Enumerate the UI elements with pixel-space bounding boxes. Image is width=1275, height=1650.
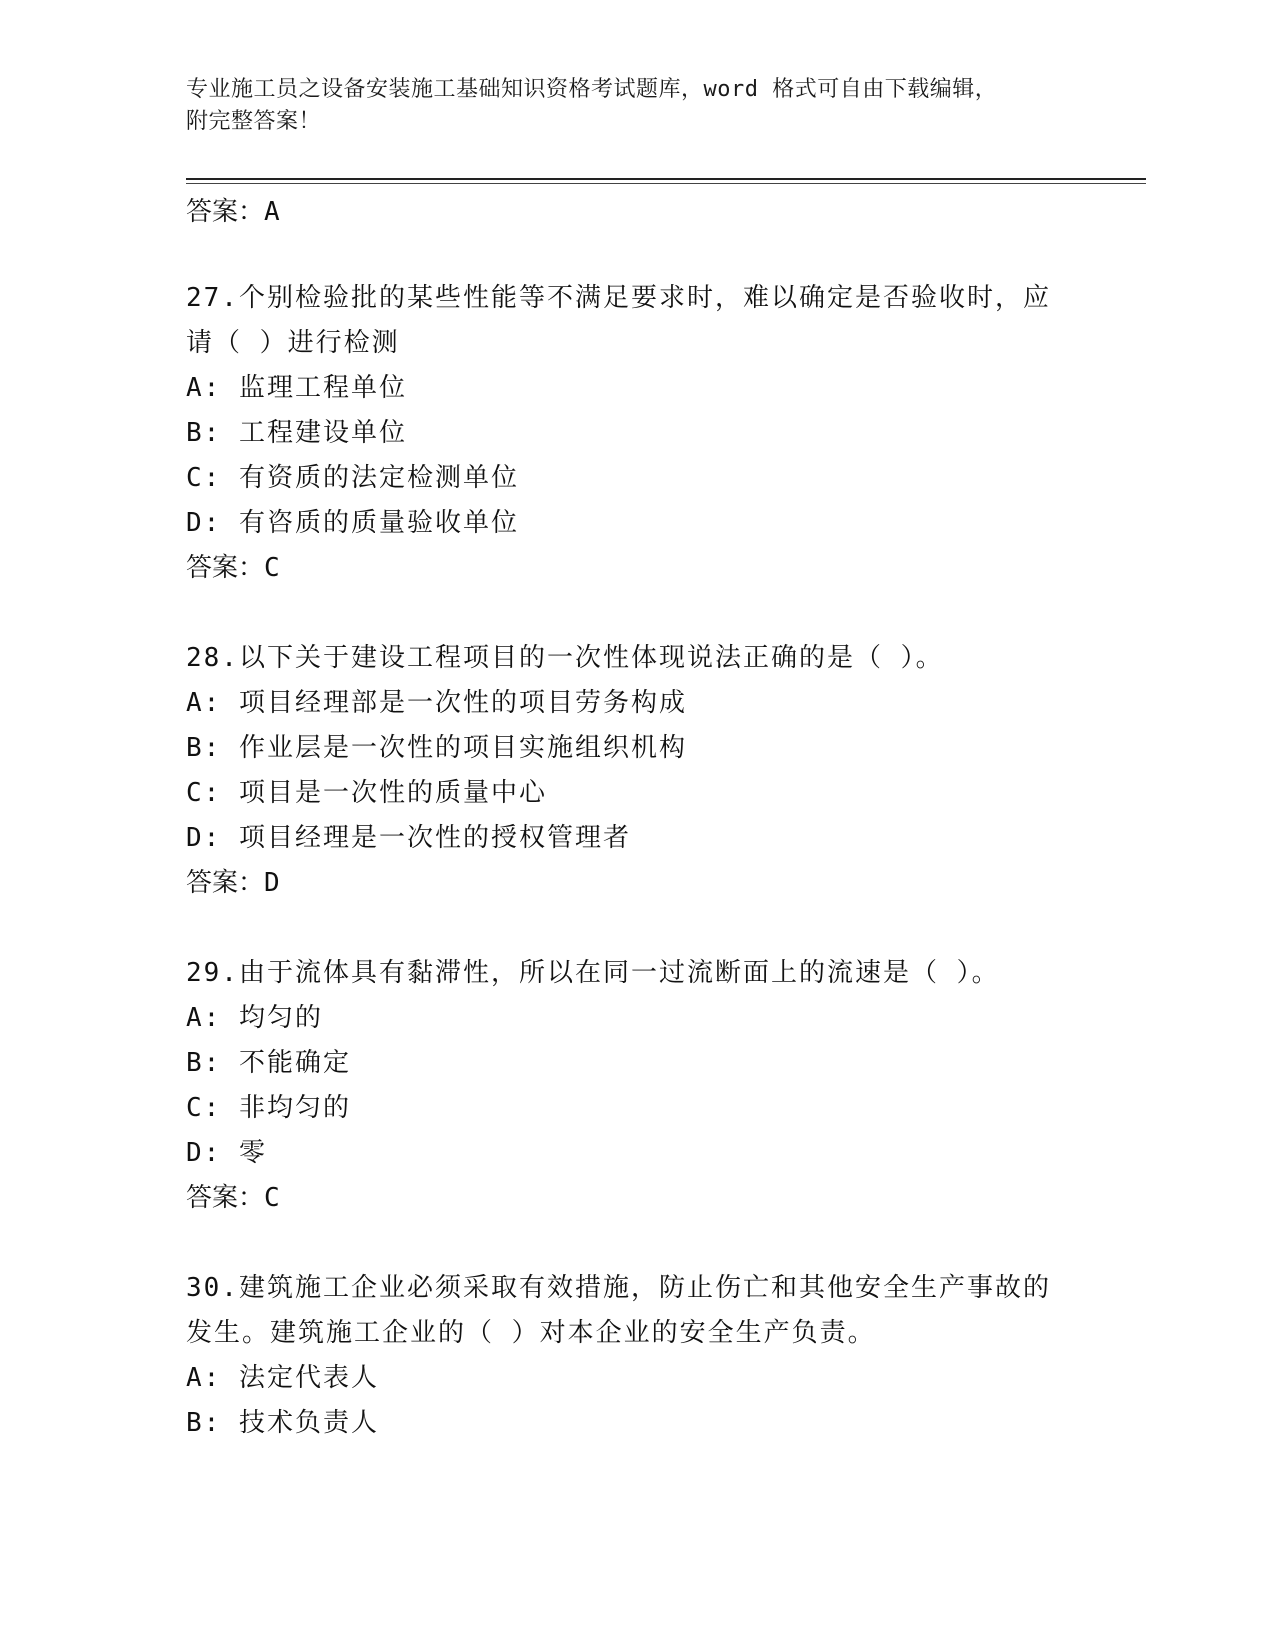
question-text: 28.以下关于建设工程项目的一次性体现说法正确的是（ ）。 (186, 643, 944, 673)
answer-line (186, 546, 1146, 590)
option-a: A: 法定代表人 (186, 1363, 379, 1393)
answer-value: C (264, 553, 280, 583)
answer-value: A (264, 197, 280, 227)
option-b: B: 技术负责人 (186, 1408, 379, 1438)
option-d: D: 项目经理是一次性的授权管理者 (186, 823, 631, 853)
question-list (186, 190, 1146, 1446)
answer-label: 答案： (186, 553, 265, 583)
answer-label: 答案： (186, 868, 265, 898)
answer-value: C (264, 1183, 280, 1213)
header-divider-thin (186, 183, 1146, 184)
header-divider (186, 178, 1146, 180)
question-29 (186, 951, 1146, 996)
option-c: C: 有资质的法定检测单位 (186, 463, 519, 493)
option-b: B: 工程建设单位 (186, 418, 407, 448)
answer-label: 答案： (186, 197, 265, 227)
option-a: A: 监理工程单位 (186, 373, 407, 403)
question-30 (186, 1266, 1146, 1356)
spacer (186, 1220, 1146, 1266)
option-c: C: 非均匀的 (186, 1093, 351, 1123)
spacer (186, 590, 1146, 636)
option-b: B: 作业层是一次性的项目实施组织机构 (186, 733, 687, 763)
header-line-1: 专业施工员之设备安装施工基础知识资格考试题库，word 格式可自由下载编辑， (186, 77, 998, 102)
question-text: 请（ ）进行检测 (186, 328, 400, 358)
question-28 (186, 636, 1146, 681)
option-a: A: 项目经理部是一次性的项目劳务构成 (186, 688, 687, 718)
answer-line (186, 1176, 1146, 1220)
answer-value: D (264, 868, 280, 898)
option-d: D: 零 (186, 1138, 267, 1168)
option-c: C: 项目是一次性的质量中心 (186, 778, 547, 808)
answer-line (186, 190, 1146, 234)
question-27 (186, 276, 1146, 366)
spacer (186, 905, 1146, 951)
option-b: B: 不能确定 (186, 1048, 351, 1078)
question-text: 30.建筑施工企业必须采取有效措施，防止伤亡和其他安全生产事故的 (186, 1273, 1051, 1303)
question-text: 29.由于流体具有黏滞性，所以在同一过流断面上的流速是（ ）。 (186, 958, 1000, 988)
spacer (186, 234, 1146, 276)
answer-line (186, 861, 1146, 905)
page-header (186, 74, 1086, 138)
option-a: A: 均匀的 (186, 1003, 323, 1033)
question-text: 发生。建筑施工企业的（ ）对本企业的安全生产负责。 (186, 1318, 876, 1348)
option-d: D: 有咨质的质量验收单位 (186, 508, 519, 538)
question-text: 27.个别检验批的某些性能等不满足要求时，难以确定是否验收时，应 (186, 283, 1051, 313)
answer-label: 答案： (186, 1183, 265, 1213)
header-line-2: 附完整答案！ (186, 109, 322, 134)
